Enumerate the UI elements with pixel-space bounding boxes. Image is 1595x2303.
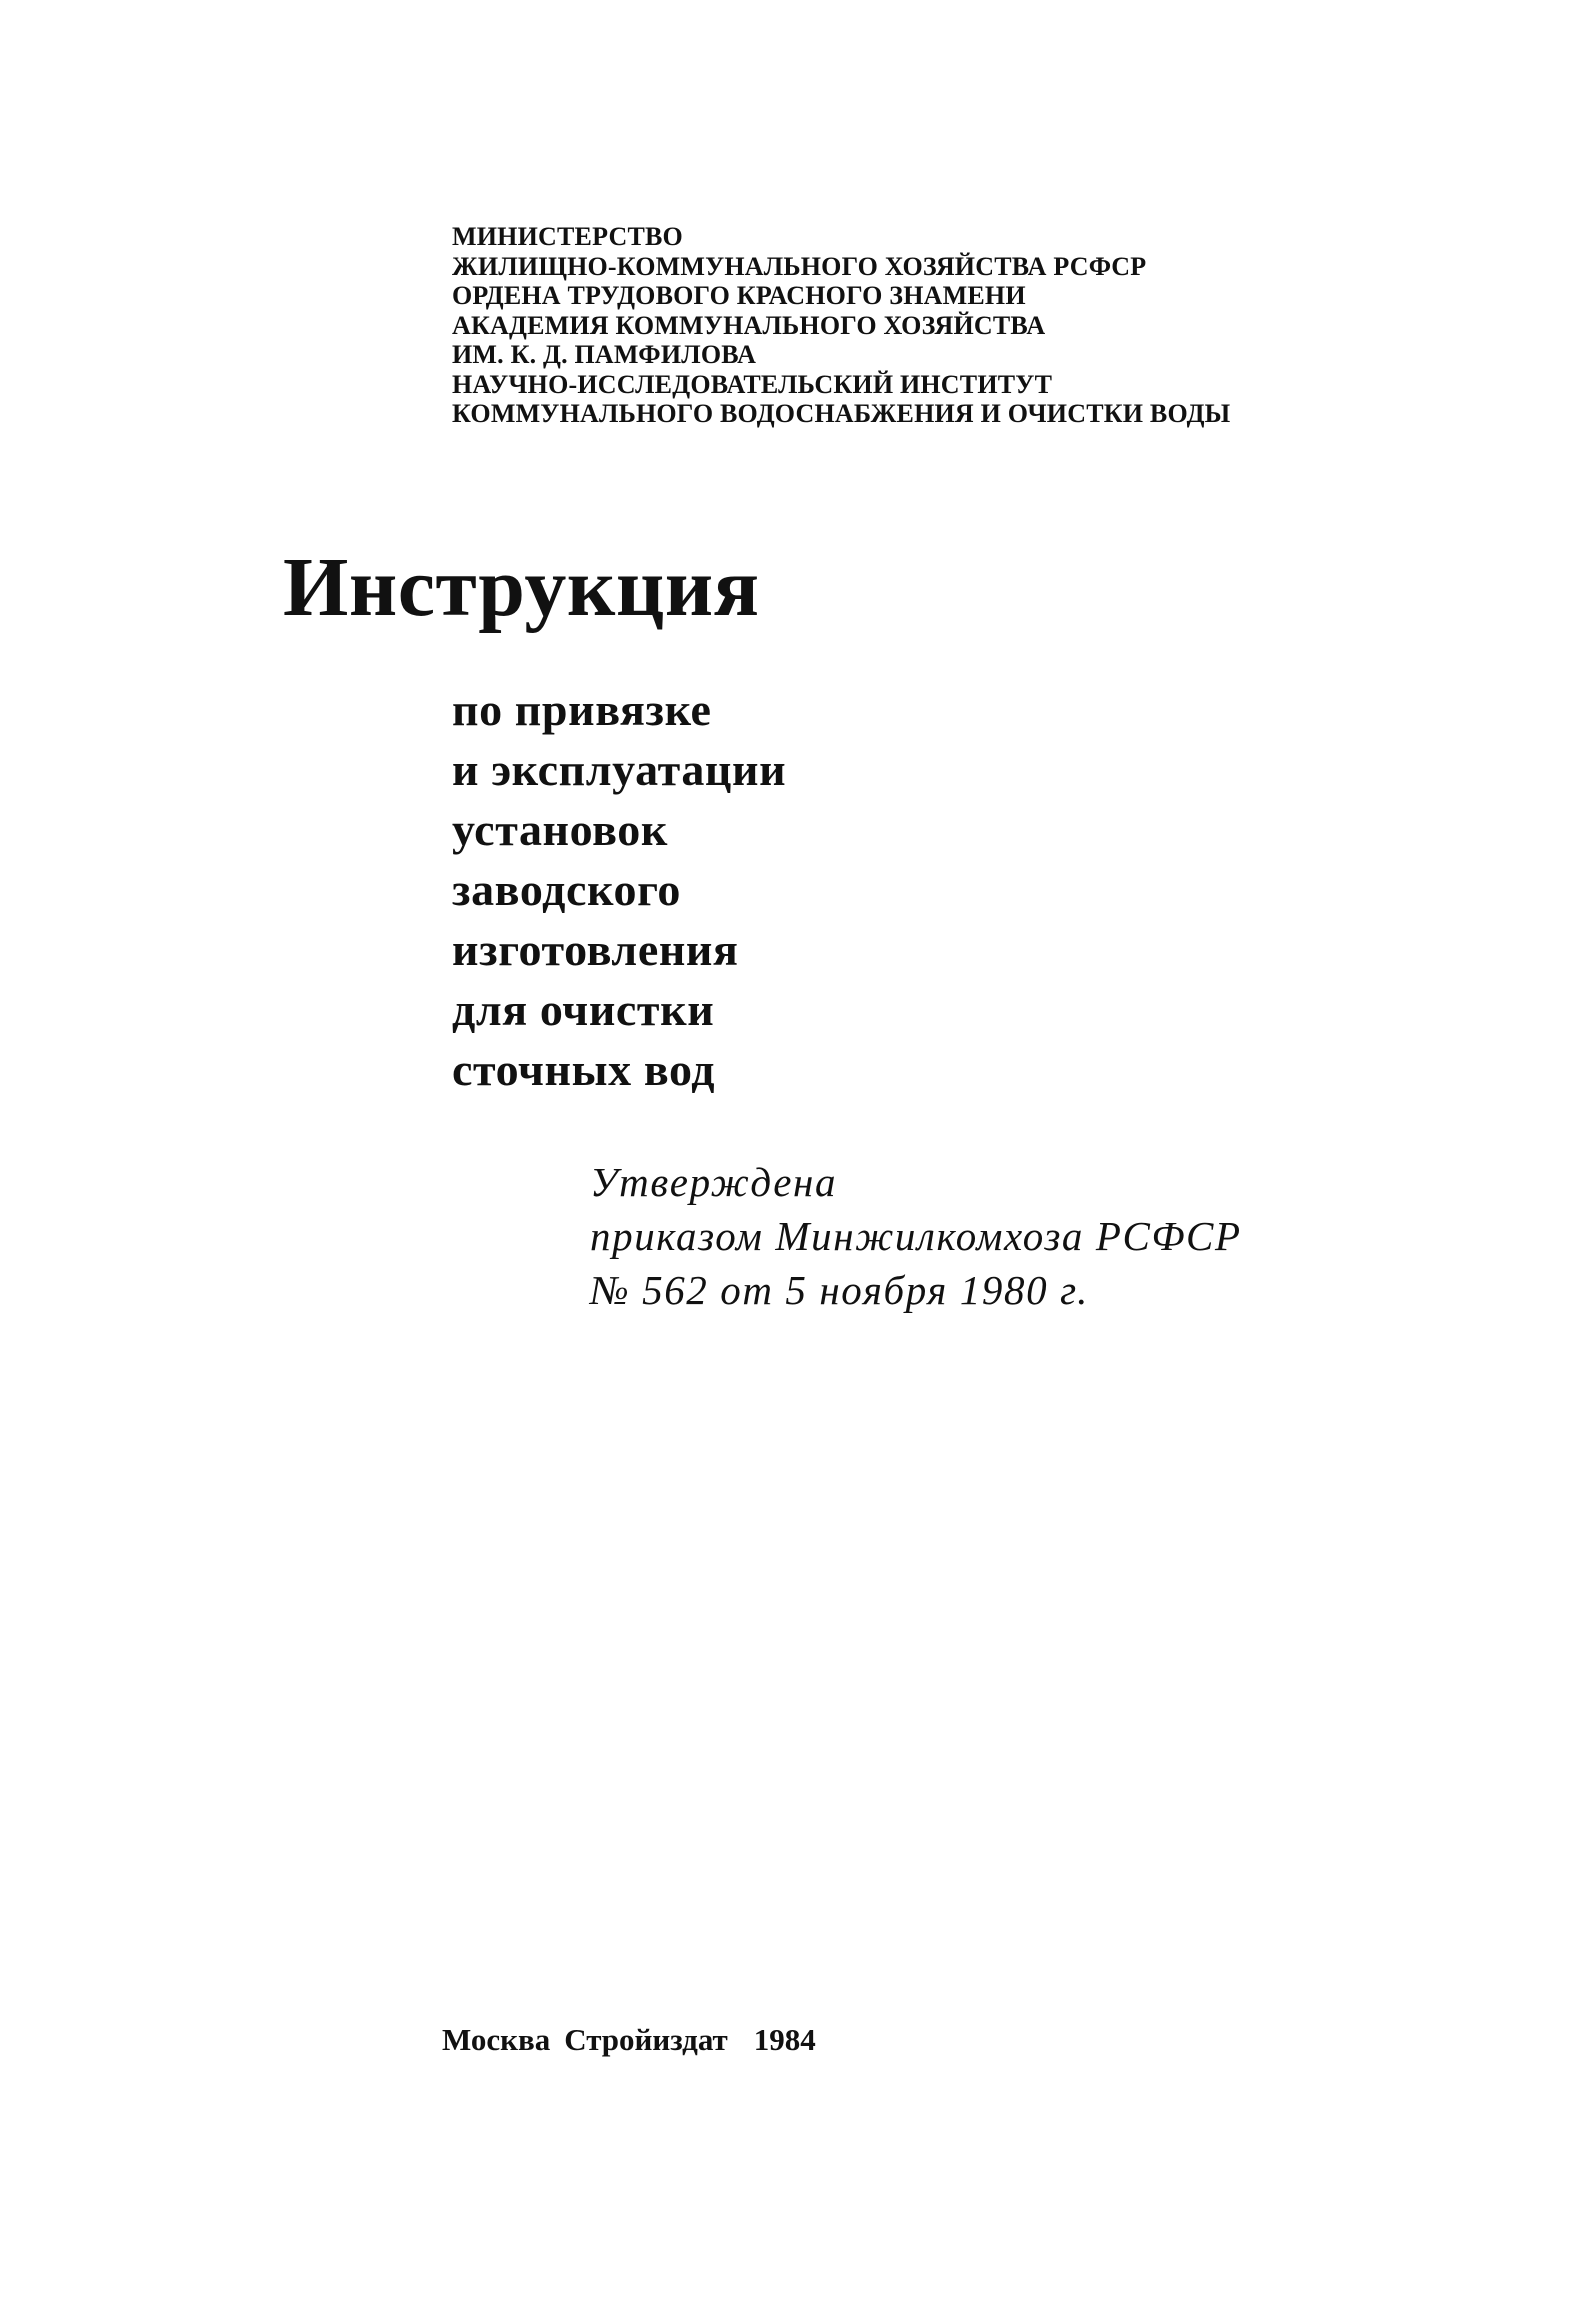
organization-line: ИМ. К. Д. ПАМФИЛОВА — [452, 340, 757, 369]
approval-line: приказом Минжилкомхоза РСФСР — [590, 1213, 1242, 1259]
approval-note — [590, 1155, 1242, 1317]
subtitle-line: по привязке — [452, 684, 712, 735]
subtitle-line: изготовления — [452, 924, 739, 975]
organization-line: ОРДЕНА ТРУДОВОГО КРАСНОГО ЗНАМЕНИ — [452, 281, 1026, 310]
approval-line: Утверждена — [590, 1159, 838, 1205]
subtitle-line: заводского — [452, 864, 682, 915]
document-subtitle — [452, 680, 786, 1100]
organization-block — [452, 222, 1230, 429]
organization-line: МИНИСТЕРСТВО — [452, 222, 683, 251]
subtitle-line: и эксплуатации — [452, 744, 787, 795]
publisher-imprint — [442, 2022, 816, 2058]
imprint-publisher: Стройиздат — [564, 2022, 728, 2057]
subtitle-line: установок — [452, 804, 668, 855]
document-title: Инструкция — [283, 541, 760, 634]
subtitle-line: для очистки — [452, 984, 715, 1035]
organization-line: НАУЧНО-ИССЛЕДОВАТЕЛЬСКИЙ ИНСТИТУТ — [452, 369, 1053, 399]
imprint-year: 1984 — [753, 2022, 816, 2057]
organization-line: ЖИЛИЩНО-КОММУНАЛЬНОГО ХОЗЯЙСТВА РСФСР — [452, 251, 1147, 281]
organization-line: КОММУНАЛЬНОГО ВОДОСНАБЖЕНИЯ И ОЧИСТКИ ВОДЫ — [452, 399, 1231, 428]
imprint-city: Москва — [442, 2022, 551, 2057]
organization-line: АКАДЕМИЯ КОММУНАЛЬНОГО ХОЗЯЙСТВА — [452, 310, 1046, 340]
subtitle-line: сточных вод — [452, 1044, 716, 1095]
approval-line: № 562 от 5 ноября 1980 г. — [590, 1267, 1089, 1313]
